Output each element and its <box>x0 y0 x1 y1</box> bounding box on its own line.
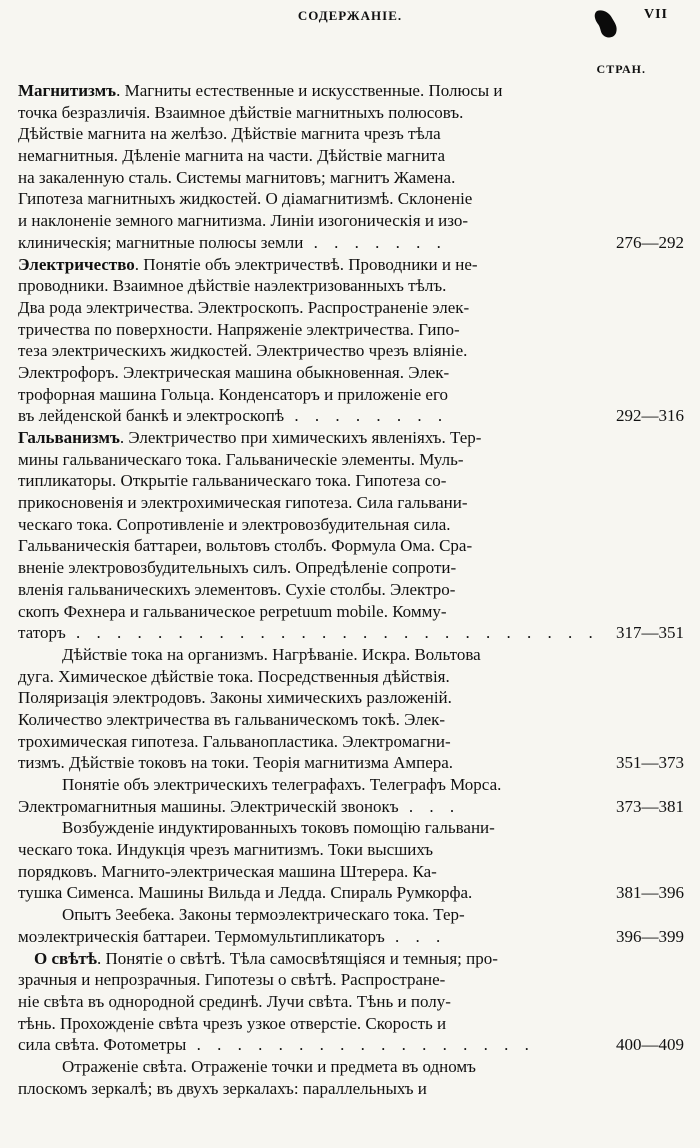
entry-text: моэлектрическія баттареи. Термомультипликаторъ <box>18 926 385 946</box>
entry-text: Гальваническія баттареи, вольтовъ столбъ. Формула Ома. Сра- <box>18 536 473 556</box>
toc-entry-line <box>0 622 700 644</box>
entry-text: тизмъ. Дѣйствіе токовъ на токи. Теорія магнитизма Ампера. <box>18 753 454 773</box>
toc-entry <box>0 644 700 774</box>
entry-text: вненіе электровозбудительныхъ силъ. Опредѣленіе сопроти- <box>18 558 457 578</box>
toc-entry-line <box>0 384 700 406</box>
entry-text: тѣнь. Прохожденіе свѣта чрезъ узкое отверстіе. Скорость и <box>18 1013 447 1033</box>
entry-text: Электромагнитныя машины. Электрическій звонокъ <box>18 796 399 816</box>
toc-entry <box>0 817 700 904</box>
toc-entry-line <box>0 817 700 839</box>
toc-entry-line <box>0 340 700 362</box>
toc-entry-line <box>0 1013 700 1035</box>
toc-entry-line <box>0 601 700 623</box>
entry-text: плоскомъ зеркалѣ; въ двухъ зеркалахъ: параллельныхъ и <box>18 1078 427 1098</box>
entry-text: ческаго тока. Сопротивленіе и электровозбудительная сила. <box>18 514 451 534</box>
entry-text: и наклоненіе земного магнитизма. Линіи изогоническія и изо- <box>18 211 469 231</box>
entry-text: сила свѣта. Фотометры <box>18 1035 187 1055</box>
entry-text: Дѣйствіе магнита на желѣзо. Дѣйствіе магнита чрезъ тѣла <box>18 124 441 144</box>
page-header <box>0 6 700 28</box>
entry-text: немагнитныя. Дѣленіе магнита на части. Дѣйствіе магнита <box>18 146 446 166</box>
entry-text: трохимическая гипотеза. Гальванопластика. Электромагни- <box>18 731 451 751</box>
entry-text: точка безразличія. Взаимное дѣйствіе магнитныхъ полюсовъ. <box>18 102 464 122</box>
entry-text: ніе свѣта въ однородной срединѣ. Лучи свѣта. Тѣнь и полу- <box>18 991 451 1011</box>
toc-entry-line <box>0 80 700 102</box>
entry-text: Возбужденіе индуктированныхъ токовъ помощію гальвани- <box>62 818 495 838</box>
toc-entry-line <box>0 1056 700 1078</box>
entry-text: клиническія; магнитные полюсы земли <box>18 232 304 252</box>
page-range: 351—373 <box>616 753 684 773</box>
entry-text: ческаго тока. Индукція чрезъ магнитизмъ. Токи высшихъ <box>18 840 434 860</box>
toc-entry-line <box>0 362 700 384</box>
toc-entry-line <box>0 666 700 688</box>
leader-dots: . . . . . . . . . . . . . . . . . . . . . . . . . . <box>65 623 599 643</box>
toc-entry-line <box>0 145 700 167</box>
toc-entry-line <box>0 731 700 753</box>
entry-text: мины гальваническаго тока. Гальваническіе элементы. Муль- <box>18 449 464 469</box>
toc-entry-line <box>0 254 700 276</box>
entry-text: дуга. Химическое дѣйствіе тока. Посредственныя дѣйствія. <box>18 666 450 686</box>
toc-entry-line <box>0 926 700 948</box>
entry-text: вленія гальваническихъ элементовъ. Сухіе столбы. Электро- <box>18 579 456 599</box>
entry-text: Поляризація электродовъ. Законы химическихъ разложеній. <box>18 688 452 708</box>
toc-entry-line <box>0 167 700 189</box>
toc-entry-line <box>0 535 700 557</box>
entry-text: Дѣйствіе тока на организмъ. Нагрѣваніе. Искра. Вольтова <box>62 644 481 664</box>
entry-text: тушка Сименса. Машины Вильда и Ледда. Спираль Румкорфа. <box>18 883 473 903</box>
entry-text: таторъ <box>18 623 66 643</box>
leader-dots: . . . . . . . . . . . . . . . . . <box>186 1035 535 1055</box>
toc-entry-line <box>0 904 700 926</box>
leader-dots: . . . . . . . <box>303 232 447 252</box>
toc-entry-line <box>0 709 700 731</box>
entry-text: Два рода электричества. Электроскопъ. Распространеніе элек- <box>18 297 470 317</box>
toc-entry <box>0 774 700 817</box>
page-range: 373—381 <box>616 796 684 816</box>
toc-entry-line <box>0 644 700 666</box>
toc-entry-line <box>0 123 700 145</box>
page-range: 317—351 <box>616 623 684 643</box>
toc-entry <box>0 427 700 644</box>
page-range: 381—396 <box>616 883 684 903</box>
toc-entry-line <box>0 188 700 210</box>
toc-entry-line <box>0 405 700 427</box>
page-range: 396—399 <box>616 926 684 946</box>
toc-entry <box>0 948 700 1056</box>
toc-entry-line <box>0 319 700 341</box>
toc-entry <box>0 80 700 254</box>
toc-entry-line <box>0 991 700 1013</box>
page-number: VII <box>643 7 668 22</box>
entry-text: Опытъ Зеебека. Законы термоэлектрическаго тока. Тер- <box>62 905 465 925</box>
entry-text: теза электрическихъ жидкостей. Электричество чрезъ вліяніе. <box>18 341 468 361</box>
ink-blot-mark <box>593 9 619 39</box>
toc-entry-line <box>0 297 700 319</box>
toc-entry-line <box>0 579 700 601</box>
entry-text: въ лейденской банкѣ и электроскопѣ <box>18 406 285 426</box>
table-of-contents <box>0 80 700 1099</box>
entry-text: Гипотеза магнитныхъ жидкостей. О діамагнитизмѣ. Склоненіе <box>18 189 473 209</box>
toc-entry-line <box>0 102 700 124</box>
page-range: 400—409 <box>616 1035 684 1055</box>
toc-entry-line <box>0 470 700 492</box>
entry-text: порядковъ. Магнито-электрическая машина Штерера. Ка- <box>18 861 437 881</box>
leader-dots: . . . <box>384 926 447 946</box>
toc-entry-line <box>0 861 700 883</box>
toc-entry-line <box>0 232 700 254</box>
entry-text: трофорная машина Гольца. Конденсаторъ и приложеніе его <box>18 384 448 404</box>
toc-entry-line <box>0 557 700 579</box>
entry-text: на закаленную сталь. Системы магнитовъ; магнитъ Жамена. <box>18 167 456 187</box>
entry-text: Электрофоръ. Электрическая машина обыкновенная. Элек- <box>18 362 450 382</box>
entry-text: тричества по поверхности. Напряженіе электричества. Гипо- <box>18 319 460 339</box>
toc-entry <box>0 1056 700 1099</box>
toc-entry-line <box>0 449 700 471</box>
toc-entry-line <box>0 969 700 991</box>
toc-entry-line <box>0 839 700 861</box>
toc-entry-line <box>0 427 700 449</box>
toc-entry-line <box>0 882 700 904</box>
toc-entry-line <box>0 1078 700 1100</box>
toc-entry-line <box>0 752 700 774</box>
toc-entry-line <box>0 210 700 232</box>
entry-heading: Электричество <box>18 254 135 274</box>
page-range: 276—292 <box>616 232 684 252</box>
entry-heading: Магнитизмъ <box>18 81 117 100</box>
toc-entry-line <box>0 796 700 818</box>
column-header-pages: СТРАН. <box>596 62 646 76</box>
entry-text: . Магниты естественные и искусственные. Полюсы и <box>116 81 503 100</box>
toc-entry <box>0 254 700 428</box>
entry-text: зрачныя и непрозрачныя. Гипотезы о свѣтѣ. Распростране- <box>18 970 446 990</box>
toc-entry-line <box>0 492 700 514</box>
entry-text: скопъ Фехнера и гальваническое perpetuum mobile. Комму- <box>18 601 447 621</box>
entry-text: . Электричество при химическихъ явленіяхъ. Тер- <box>119 428 482 447</box>
toc-entry-line <box>0 774 700 796</box>
toc-entry-line <box>0 514 700 536</box>
toc-entry <box>0 904 700 947</box>
entry-text: . Понятіе о свѣтѣ. Тѣла самосвѣтящіяся и темныя; про- <box>96 948 498 968</box>
entry-text: Понятіе объ электрическихъ телеграфахъ. Телеграфъ Морса. <box>62 775 502 794</box>
entry-text: прикосновенія и электрохимическая гипотеза. Сила гальвани- <box>18 493 468 513</box>
toc-entry-line <box>0 687 700 709</box>
running-title: СОДЕРЖАНІЕ. <box>297 8 403 23</box>
entry-heading: Гальванизмъ <box>18 428 120 447</box>
entry-heading: О свѣтѣ <box>34 948 97 968</box>
toc-entry-line <box>0 1034 700 1056</box>
entry-text: проводники. Взаимное дѣйствіе наэлектризованныхъ тѣлъ. <box>18 276 447 296</box>
entry-text: Количество электричества въ гальваническомъ токѣ. Элек- <box>18 709 446 729</box>
page-range: 292—316 <box>616 406 684 426</box>
leader-dots: . . . <box>398 796 461 816</box>
entry-text: . Понятіе объ электричествѣ. Проводники и не- <box>134 254 478 274</box>
entry-text: типликаторы. Открытіе гальваническаго тока. Гипотеза со- <box>18 471 447 491</box>
toc-entry-line <box>0 948 700 970</box>
leader-dots: . . . . . . . . <box>284 406 449 426</box>
toc-entry-line <box>0 275 700 297</box>
entry-text: Отраженіе свѣта. Отраженіе точки и предмета въ одномъ <box>62 1056 476 1076</box>
